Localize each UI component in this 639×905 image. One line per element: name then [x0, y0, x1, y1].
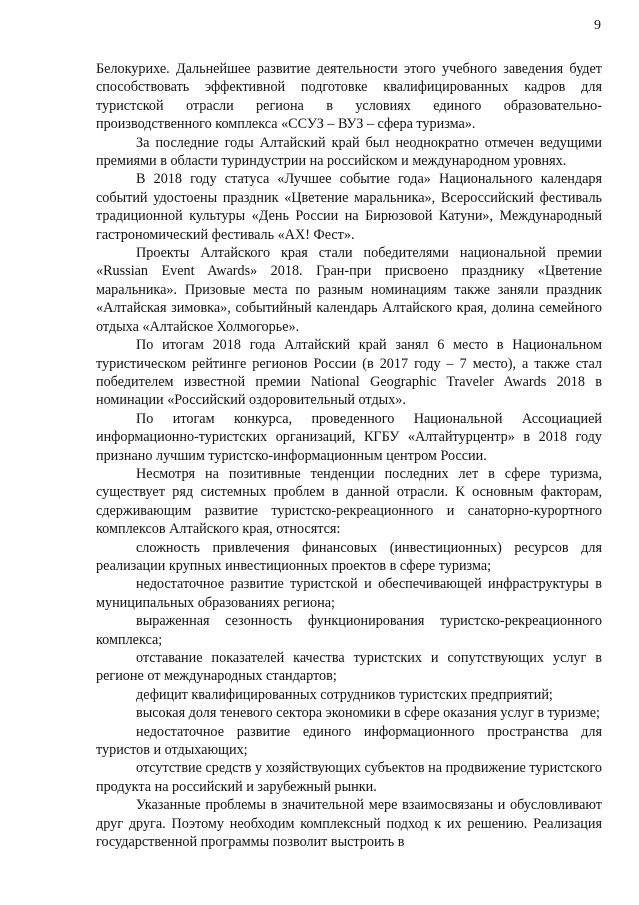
list-item: сложность привлечения финансовых (инвестиционных) ресурсов для реализации крупных инвестиционных проектов в сфере туризма; [96, 539, 602, 574]
paragraph: Белокурихе. Дальнейшее развитие деятельности этого учебного заведения будет способствовать эффективной подготовке квалифицированных кадров для туристской отрасли региона в условиях единого образовательно-производственного комплекса «ССУЗ – ВУЗ – сфера туризма». [96, 61, 602, 133]
list-item: недостаточное развитие единого информационного пространства для туристов и отдыхающих; [96, 723, 602, 759]
list-item: выраженная сезонность функционирования туристско-рекреационного комплекса; [96, 613, 602, 648]
list-item: отсутствие средств у хозяйствующих субъектов на продвижение туристского продукта на российский и зарубежный рынки. [96, 760, 602, 795]
page-number: 9 [594, 18, 601, 33]
paragraph: По итогам конкурса, проведенного Национальной Ассоциацией информационно-туристских организаций, КГБУ «Алтайтурцентр» в 2018 году признано лучшим туристско-информационным центром России. [96, 410, 602, 464]
list-item: недостаточное развитие туристской и обеспечивающей инфраструктуры в муниципальных образованиях региона; [96, 576, 602, 611]
paragraph: Указанные проблемы в значительной мере взаимосвязаны и обусловливают друг друга. Поэтому необходим комплексный подход к их решению. Реализация государственной программы позволит выстроить в [96, 797, 602, 851]
paragraph: По итогам 2018 года Алтайский край занял 6 место в Национальном туристическом рейтинге регионов России (в 2017 году – 7 место), а также стал победителем известной премии National Geographic Traveler Awards 2018 в номинации «Российский оздоровительный отдых». [96, 337, 602, 409]
list-item: дефицит квалифицированных сотрудников туристских предприятий; [136, 686, 553, 703]
paragraph: В 2018 году статуса «Лучшее событие года» Национального календаря событий удостоены праздник «Цветение маральника», Всероссийский фестиваль традиционной культуры «День России на Бирюзовой Катуни», Международный гастрономический фестиваль «АХ! Фест». [96, 171, 602, 243]
paragraph: За последние годы Алтайский край был неоднократно отмечен ведущими премиями в области туриндустрии на российском и международном уровнях. [96, 134, 602, 170]
paragraph: Проекты Алтайского края стали победителями национальной премии «Russian Event Awards» 2018. Гран-при присвоено празднику «Цветение маральника». Призовые места по разным номинациям также заняли праздник «Алтайская зимовка», событийный календарь Алтайского края, долина семейного отдыха «Алтайское Холмогорье». [96, 245, 602, 335]
paragraph: Несмотря на позитивные тенденции последних лет в сфере туризма, существует ряд системных проблем в данной отрасли. К основным факторам, сдерживающим развитие туристско-рекреационного и санаторно-курортного комплексов Алтайского края, относятся: [96, 465, 602, 538]
list-item: отставание показателей качества туристских и сопутствующих услуг в регионе от международных стандартов; [96, 650, 602, 685]
document-body [96, 60, 602, 851]
list-item: высокая доля теневого сектора экономики в сфере оказания услуг в туризме; [136, 705, 600, 722]
